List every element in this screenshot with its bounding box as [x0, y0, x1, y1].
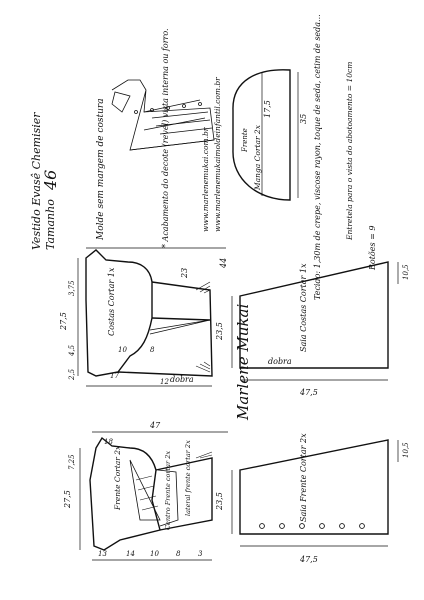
front-bodice-piece — [63, 421, 228, 560]
materials-block — [313, 14, 322, 300]
title-line1: Vestido Evasê Chemisier — [30, 112, 43, 250]
back-dim-height: 27,5 — [59, 312, 68, 330]
molde-note: Molde sem margem de costura — [96, 98, 106, 240]
signature — [234, 303, 252, 421]
front-skirt-dim-flare: 10,5 — [402, 442, 410, 458]
sleeve-width-dim: 35 — [299, 113, 308, 124]
front-dim-725: 7,25 — [68, 454, 76, 470]
interfacing-block — [345, 62, 354, 241]
back-skirt-label: Saia Costas Cortar 1x — [299, 263, 308, 352]
front-dim-8: 8 — [176, 550, 181, 558]
sleeve-front-mark: Frente — [241, 128, 249, 152]
back-dim-45: 4,5 — [68, 344, 76, 356]
back-skirt-dim-flare: 10,5 — [402, 264, 410, 280]
back-dim-375: 3,75 — [68, 280, 76, 296]
back-dim-23: 23 — [180, 267, 189, 278]
acabamento-note: * Acabamento do decote (revel) vista interna ou forro. — [161, 28, 170, 248]
back-skirt-dim-width: 47,5 — [300, 388, 318, 397]
back-dim-12: 12 — [160, 378, 169, 386]
interfacing-note: Entretela para o vista do abotoamento = 10cm — [345, 61, 354, 240]
front-dim-13: 13 — [98, 550, 107, 558]
websites — [201, 77, 222, 232]
front-skirt-dim-width: 47,5 — [300, 555, 318, 564]
back-fold-label: dobra — [170, 375, 194, 384]
sleeve-piece — [233, 70, 308, 200]
back-hatch-bottom — [196, 362, 210, 372]
front-dim-10: 10 — [150, 550, 159, 558]
title-size-value: 46 — [41, 169, 60, 190]
front-top-hatch — [196, 452, 212, 458]
buttons-note: Botões = 9 — [368, 225, 377, 270]
back-dim-25: 2,5 — [68, 368, 76, 380]
title-size-label: Tamanho — [44, 199, 57, 250]
back-skirt-fold: dobra — [268, 357, 292, 366]
front-dim-length: 47 — [150, 421, 161, 430]
front-side-label: lateral frente cortar 2x — [184, 440, 192, 516]
front-dim-18: 18 — [104, 438, 113, 446]
sleeve-label: Manga Cortar 2x — [253, 125, 262, 190]
back-bodice-piece — [59, 248, 228, 386]
site-2: www.marlenemukaimoldeinfantil.com.br — [213, 77, 222, 232]
back-dim-17: 17 — [110, 372, 119, 380]
site-1: www.marlenemukai.com.br — [201, 127, 210, 232]
back-dim-8: 8 — [150, 346, 155, 354]
back-dim-length: 44 — [219, 257, 228, 268]
fabric-note: Tecido: 1,30m de crepe, viscose rayon, toque de seda, cetim de seda... — [313, 14, 322, 300]
back-skirt-dim-height: 23,5 — [215, 322, 224, 340]
finishing-note — [161, 28, 170, 248]
front-dim-3: 3 — [198, 550, 203, 558]
front-center-label: Centro Frente cortar 2x — [164, 450, 172, 530]
front-dim-height: 27,5 — [63, 490, 72, 508]
seam-note — [96, 98, 106, 241]
front-skirt-piece — [215, 433, 410, 564]
sleeve-height-dim: 17,5 — [263, 100, 272, 118]
front-skirt-dim-height: 23,5 — [215, 492, 224, 510]
front-dim-14: 14 — [126, 550, 135, 558]
signature-text: Marlene Mukai — [234, 303, 252, 420]
back-dim-10: 10 — [118, 346, 127, 354]
front-skirt-buttons — [260, 524, 365, 529]
front-skirt-label: Saia Frente Cortar 2x — [299, 433, 308, 522]
back-hatch-top — [196, 282, 210, 293]
back-label: Costas Cortar 1x — [107, 267, 116, 336]
title-block — [30, 112, 60, 250]
front-label: Frente Cortar 2x — [113, 445, 122, 510]
